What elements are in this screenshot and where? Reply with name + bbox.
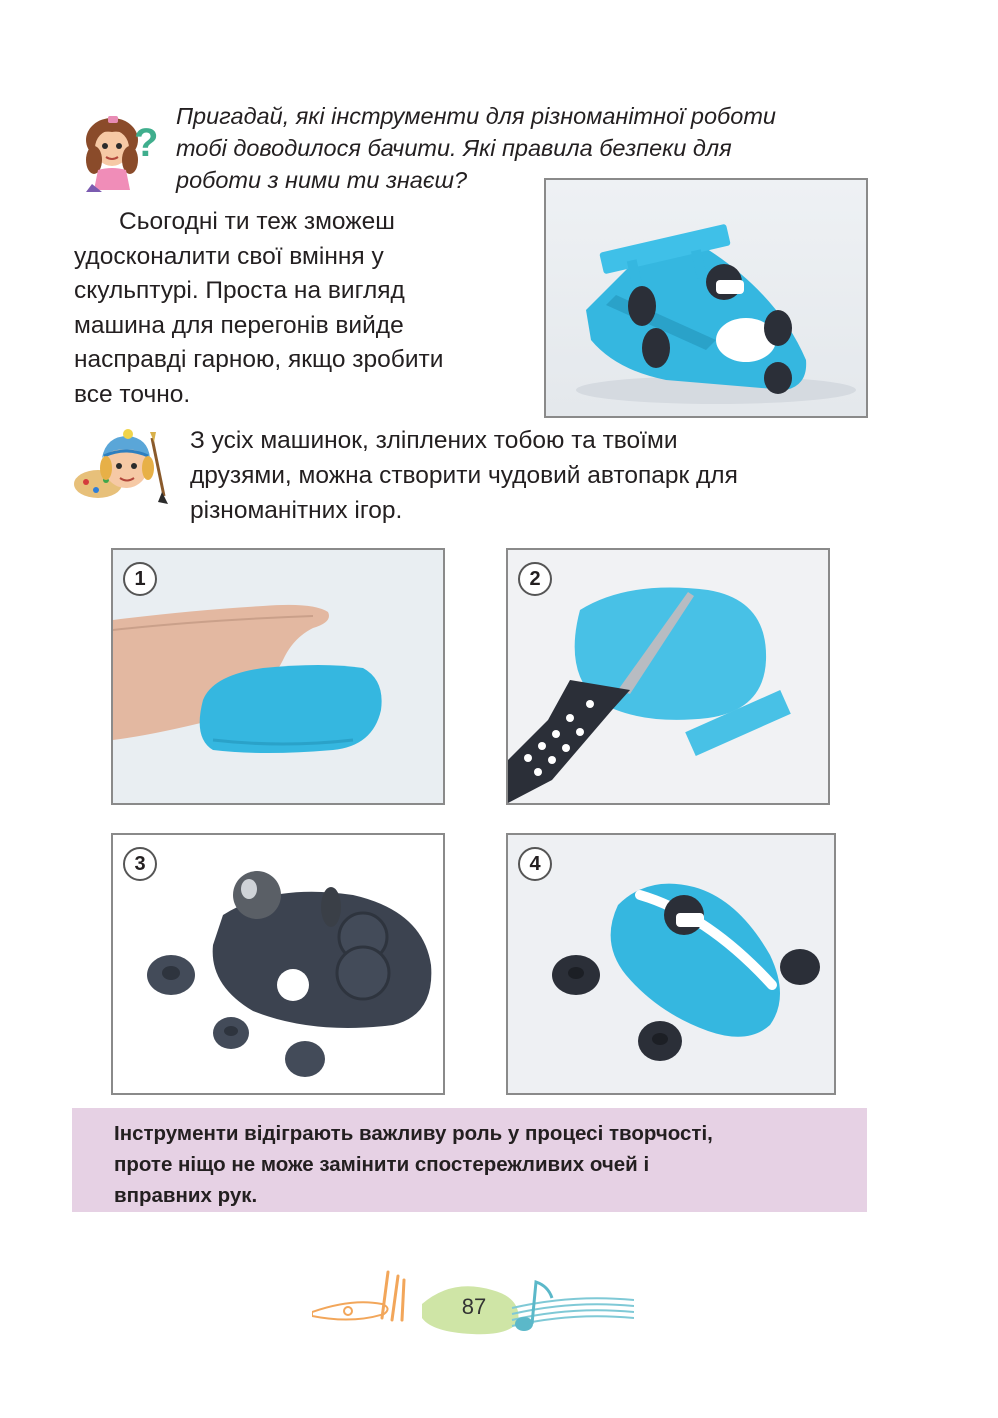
step-number-badge: 1 bbox=[123, 562, 157, 596]
intro-line-2: тобі доводилося бачити. Які правила безпеки для bbox=[176, 135, 732, 161]
idea-line-3: різноманітних ігор. bbox=[190, 497, 403, 524]
intro-line-3: роботи з ними ти знаєш? bbox=[176, 167, 468, 193]
idea-line-1: З усіх машинок, зліплених тобою та твоїми bbox=[190, 427, 678, 454]
step-number-badge: 2 bbox=[518, 562, 552, 596]
car-body-assembly-image bbox=[508, 835, 834, 1093]
idea-line-2: друзями, можна створити чудовий автопарк для bbox=[190, 462, 738, 489]
step-2-photo bbox=[506, 548, 830, 805]
main-line-5: насправді гарною, якщо зробити bbox=[74, 346, 444, 373]
note-line-3: вправних рук. bbox=[114, 1184, 258, 1207]
finished-car-photo bbox=[544, 178, 868, 418]
paintbrush-girl-icon bbox=[72, 428, 176, 504]
svg-text:?: ? bbox=[134, 121, 159, 165]
main-line-4: машина для перегонів вийде bbox=[74, 311, 404, 339]
step-3-photo bbox=[111, 833, 445, 1095]
step-4-photo bbox=[506, 833, 836, 1095]
idea-paragraph bbox=[190, 423, 872, 528]
main-line-2: удосконалити свої вміння у bbox=[74, 242, 384, 270]
step-number-badge: 4 bbox=[518, 847, 552, 881]
note-line-1: Інструменти відіграють важливу роль у процесі творчості, bbox=[114, 1122, 713, 1145]
note-line-2: проте ніщо не може замінити спостережливих очей і bbox=[114, 1153, 650, 1176]
note-box bbox=[72, 1108, 867, 1212]
main-paragraph bbox=[74, 205, 524, 412]
step-number-badge: 3 bbox=[123, 847, 157, 881]
cutting-wheels-image bbox=[113, 835, 443, 1093]
intro-line-1: Пригадай, які інструменти для різноманітної роботи bbox=[176, 103, 776, 129]
girl-thinking-illustration bbox=[72, 110, 164, 194]
main-line-3: скульптурі. Проста на вигляд bbox=[74, 277, 405, 304]
main-line-1: Сьогодні ти теж зможеш bbox=[119, 208, 395, 235]
step-1-photo bbox=[111, 548, 445, 805]
page-number: 87 bbox=[461, 1294, 487, 1319]
main-line-6: все точно. bbox=[74, 380, 191, 408]
girl-question-icon bbox=[72, 110, 164, 194]
knife-cutting-plasticine-image bbox=[508, 550, 828, 803]
artist-girl-illustration bbox=[72, 428, 176, 504]
race-car-image bbox=[546, 180, 866, 416]
hand-rolling-plasticine-image bbox=[113, 550, 443, 803]
